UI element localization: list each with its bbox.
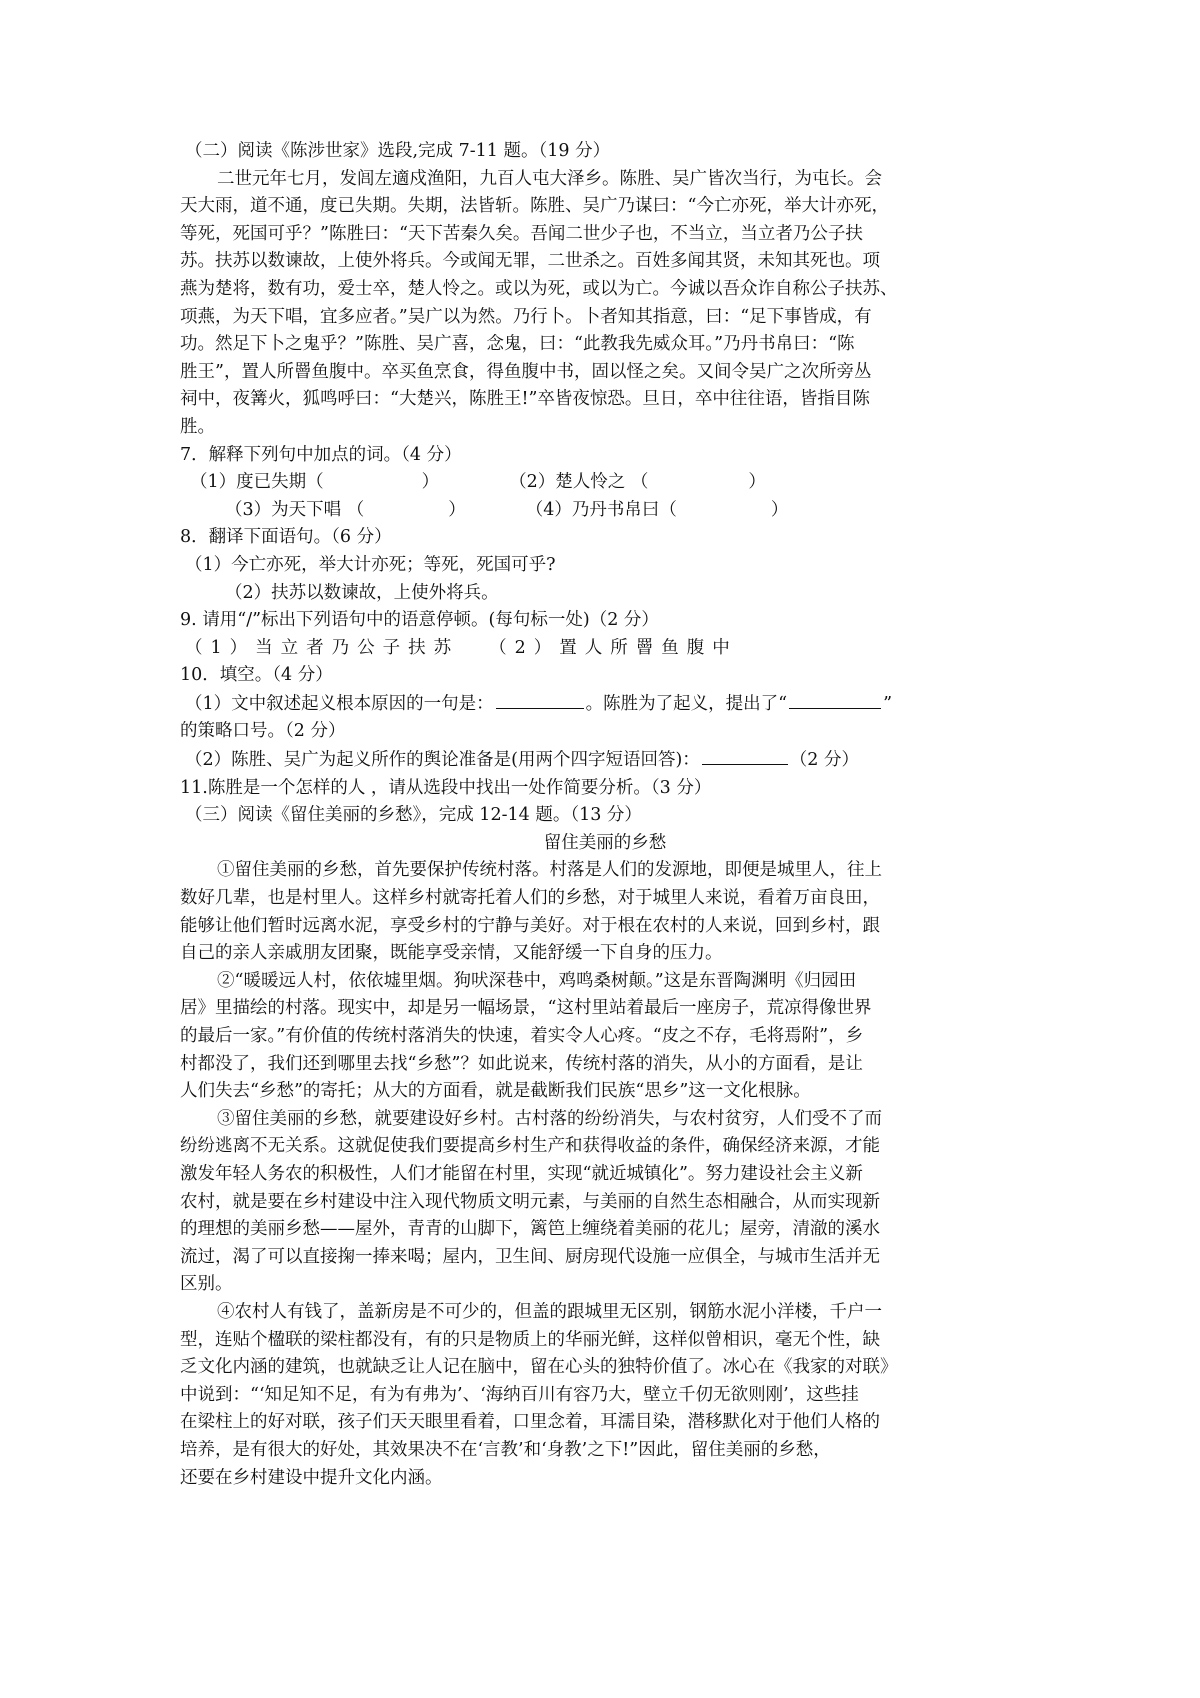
article-line: 流过，渴了可以直接掬一捧来喝；屋内，卫生间、厨房现代设施一应俱全，与城市生活并无 [180,1246,880,1267]
q10-blank-3[interactable] [702,746,788,765]
article-line: 型，连贴个楹联的梁柱都没有，有的只是物质上的华丽光鲜，这样似曾相识，毫无个性，缺 [180,1329,880,1350]
q10-blank-1[interactable] [496,690,584,709]
question-8-sentence-2: （2）扶苏以数谏故，上使外将兵。 [225,582,499,603]
q10-blank-2[interactable] [789,690,881,709]
question-8-title: 8．翻译下面语句。（6 分） [180,527,392,548]
question-10-line-3 [180,746,1030,775]
q7-item-1: （1）度已失期（ [190,472,324,493]
article-paragraph-3 [180,1106,1030,1299]
q10-prompt-3: （2）陈胜、吴广为起义所作的舆论准备是(用两个四字短语回答)： [185,750,700,771]
passage-line: 天大雨，道不通，度已失期。失期，法皆斩。陈胜、吴广乃谋曰：“今亡亦死，举大计亦死， [180,196,889,217]
article-line: 村都没了，我们还到哪里去找“乡愁”？如此说来，传统村落的消失，从小的方面看，是让 [180,1053,863,1074]
question-10-line-2: 的策略口号。（2 分） [180,721,346,742]
article-line: 数好几辈，也是村里人。这样乡村就寄托着人们的乡愁，对于城里人来说，看着万亩良田， [180,888,880,909]
question-8-sentence-1: （1）今亡亦死，举大计亦死；等死，死国可乎? [185,554,556,575]
article-line: 人们失去“乡愁”的寄托；从大的方面看，就是截断我们民族“思乡”这一文化根脉。 [180,1081,811,1102]
article-line: ①留住美丽的乡愁，首先要保护传统村落。村落是人们的发源地，即便是城里人，往上 [217,860,882,881]
article-line: 自己的亲人亲戚朋友团聚，既能享受亲情，又能舒缓一下自身的压力。 [180,943,723,964]
article-line: 的理想的美丽乡愁——屋外，青青的山脚下，篱笆上缠绕着美丽的花儿；屋旁，清澈的溪水 [180,1219,880,1240]
exam-page [180,138,1030,1492]
article-line: 乏文化内涵的建筑，也就缺乏让人记在脑中，留在心头的独特价值了。冰心在《我家的对联》 [180,1357,898,1378]
question-7-row-2 [180,497,1030,525]
passage-line: 二世元年七月，发闾左適戍渔阳，九百人屯大泽乡。陈胜、吴广皆次当行，为屯长。会 [217,168,882,189]
question-11: 11.陈胜是一个怎样的人 ，请从选段中找出一处作简要分析。（3 分） [180,777,712,798]
passage-line: 苏。扶苏以数谏故，上使外将兵。今或闻无罪，二世杀之。百姓多闻其贤，未知其死也。项 [180,251,880,272]
article-line: ③留住美丽的乡愁，就要建设好乡村。古村落的纷纷消失，与农村贫穷，人们受不了而 [217,1108,882,1129]
passage-line: 祠中，夜篝火，狐鸣呼曰：“大楚兴，陈胜王!”卒皆夜惊恐。旦日，卒中往往语，皆指目陈 [180,389,870,410]
article-line: 能够让他们暂时远离水泥，享受乡村的宁静与美好。对于根在农村的人来说，回到乡村，跟 [180,915,880,936]
section-2-title: （二）阅读《陈涉世家》选段,完成 7-11 题。（19 分） [185,141,611,161]
q7-paren-close-1: ） [421,472,440,493]
q7-item-2: （2）楚人怜之 （ [509,472,649,493]
passage-line: 项燕，为天下唱，宜多应者。”吴广以为然。乃行卜。卜者知其指意，曰：“足下事皆成，有 [180,306,872,327]
question-7-row-1 [180,469,1030,497]
q10-prompt-1: （1）文中叙述起义根本原因的一句是： [185,693,494,714]
article-line: 居》里描绘的村落。现实中，却是另一幅场景，“这村里站着最后一座房子，荒凉得像世界 [180,998,872,1019]
passage-line: 胜。 [180,416,215,437]
question-10-line-1 [180,690,1030,719]
question-9-title: 9. 请用“/”标出下列语句中的语意停顿。(每句标一处)（2 分） [180,610,659,631]
article-line: 区别。 [180,1274,233,1295]
article-line: 农村，就是要在乡村建设中注入现代物质文明元素，与美丽的自然生态相融合，从而实现新 [180,1191,880,1212]
passage-line: 胜王”，置人所罾鱼腹中。卒买鱼烹食，得鱼腹中书，固以怪之矣。又间令吴广之次所旁丛 [180,361,872,382]
article-line: 中说到：“‘知足知不足，有为有弗为’、‘海纳百川有容乃大，壁立千仞无欲则刚’，这些挂 [180,1384,859,1405]
q9-sentence-1: （1）当立者乃公子扶苏 [185,637,460,658]
article-paragraph-1 [180,857,1030,967]
article-paragraph-4 [180,1299,1030,1492]
article-line: 培养，是有很大的好处，其效果决不在‘言教’和‘身教’之下!”因此，留住美丽的乡愁， [180,1439,831,1460]
question-9-row [180,635,1030,663]
article-paragraph-2 [180,968,1030,1106]
question-7-title: 7．解释下列句中加点的词。（4 分） [180,444,462,465]
article-line: 激发年轻人务农的积极性，人们才能留在村里，实现“就近城镇化”。努力建设社会主义新 [180,1163,863,1184]
q10-quote-close: ” [883,693,893,714]
article-line: 的最后一家。”有价值的传统村落消失的快速，着实令人心疼。“皮之不存，毛将焉附”，乡 [180,1026,864,1046]
article-line: 纷纷逃离不无关系。这就促使我们要提高乡村生产和获得收益的条件，确保经济来源，才能 [180,1136,880,1157]
passage-line: 燕为楚将，数有功，爱士卒，楚人怜之。或以为死，或以为亡。今诚以吾众诈自称公子扶苏、 [180,278,898,299]
q9-sentence-2: （2）置人所罾鱼腹中 [489,637,738,658]
article-title: 留住美丽的乡愁 [543,832,667,853]
article-line: ④农村人有钱了，盖新房是不可少的，但盖的跟城里无区别，钢筋水泥小洋楼，千户一 [217,1301,882,1322]
q7-paren-close-4: ） [770,499,789,520]
article-line: 在梁柱上的好对联，孩子们天天眼里看着，口里念着，耳濡目染，潜移默化对于他们人格的 [180,1412,880,1433]
q7-paren-close-2: ） [748,472,766,493]
section-3-title: （三）阅读《留住美丽的乡愁》，完成 12-14 题。（13 分） [185,805,642,826]
article-line: 还要在乡村建设中提升文化内涵。 [180,1467,443,1488]
q7-item-4: （4）乃丹书帛曰（ [525,499,677,520]
chen-she-passage [180,166,1030,442]
question-10-title: 10．填空。（4 分） [180,665,333,686]
passage-line: 等死，死国可乎？”陈胜曰：“天下苦秦久矣。吾闻二世少子也，不当立，当立者乃公子扶 [180,223,863,244]
q10-prompt-2: 。陈胜为了起义，提出了“ [585,693,788,714]
q10-score-3: （2 分） [789,750,859,771]
q7-paren-close-3: ） [448,499,466,520]
q7-item-3: （3）为天下唱 （ [225,499,365,520]
passage-line: 功。然足下卜之鬼乎？”陈胜、吴广喜，念鬼，曰：“此教我先威众耳。”乃丹书帛曰：“陈 [180,334,855,355]
article-line: ②“暖暖远人村，依依墟里烟。狗吠深巷中，鸡鸣桑树颠。”这是东晋陶渊明《归园田 [217,970,857,991]
